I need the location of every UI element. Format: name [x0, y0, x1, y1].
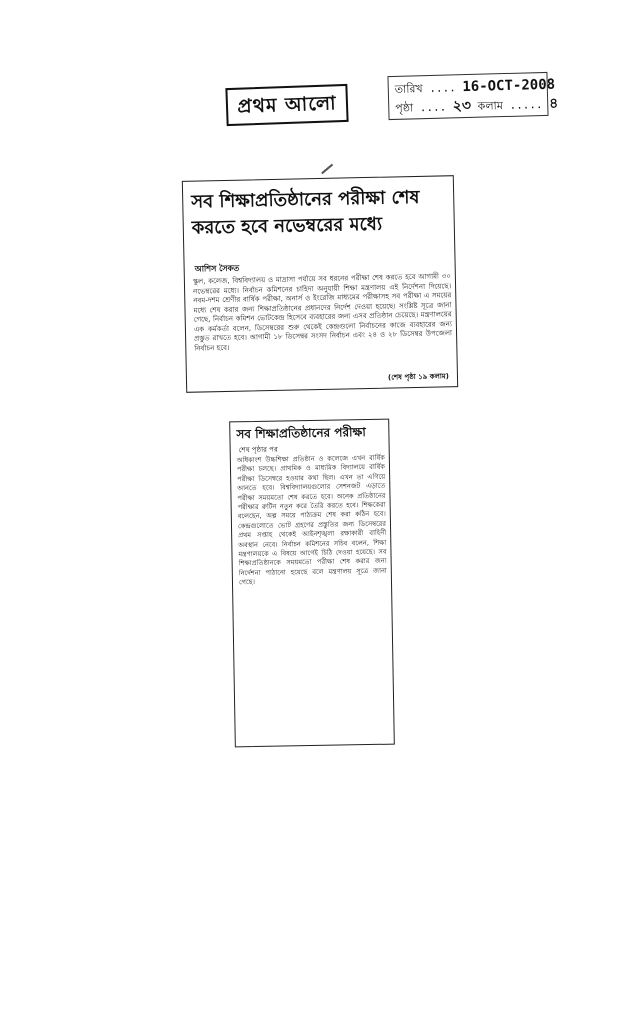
- date-stamp: [387, 72, 559, 120]
- column-value: ৪: [548, 95, 559, 112]
- date-label: তারিখ ....: [394, 81, 456, 96]
- continued-headline: সব শিক্ষাপ্রতিষ্ঠানের পরীক্ষা: [236, 425, 366, 442]
- article-byline: আশিস সৈকত: [194, 263, 240, 274]
- article-body: স্কুল, কলেজ, বিশ্ববিদ্যালয় ও মাদ্রাসা পর্যায়ে সব ধরনের পরীক্ষা শেষ করতে হবে আগামী ৩০ নভেম্বরের মধ্যে। নির্বাচন কমিশনের চাহিদা অনুযায়ী শিক্ষা মন্ত্রণালয় এই নির্দেশনা দিয়েছে। নবম-দশম শ্রেণীর বার্ষিক পরীক্ষা, অনার্স ও ইংরেজি মাধ্যমের পরীক্ষাসহ সব পরীক্ষা এ সময়ের মধ্যে শেষ করার জন্য শিক্ষাপ্রতিষ্ঠানের প্রধানদের নির্দেশ দেওয়া হয়েছে। সংশ্লিষ্ট সূত্রে জানা গেছে, নির্বাচন কমিশন ভোটকেন্দ্র হিসেবে ব্যবহারের জন্য এসব প্রতিষ্ঠান চেয়েছে। মন্ত্রণালয়ের এক কর্মকর্তা বলেন, ডিসেম্বরের শুরু থেকেই কেন্দ্রগুলো নির্বাচনের কাজে ব্যবহারের জন্য প্রস্তুত রাখতে হবে। আগামী ১৮ ডিসেম্বর সংসদ নির্বাচন এবং ২৪ ও ২৮ ডিসেম্বর উপজেলা নির্বাচন হবে।: [192, 272, 453, 353]
- headline-line-1: সব শিক্ষাপ্রতিষ্ঠানের পরীক্ষা শেষ: [191, 186, 420, 213]
- article-headline: [191, 184, 448, 241]
- date-value: 16-OCT-2008: [462, 76, 556, 96]
- page-label: পৃষ্ঠা ....: [395, 100, 447, 115]
- continued-body: অধিকাংশ উচ্চশিক্ষা প্রতিষ্ঠান ও কলেজে এখন বার্ষিক পরীক্ষা চলছে। প্রাথমিক ও মাধ্যমিক বিদ্যালয়ে বার্ষিক পরীক্ষা ডিসেম্বরে হওয়ার কথা ছিল। এখন তা এগিয়ে আনতে হবে। বিশ্ববিদ্যালয়গুলোর সেশনজট এড়াতে পরীক্ষা সময়মতো শেষ করতে হবে। অনেক প্রতিষ্ঠানের পরীক্ষার রুটিন নতুন করে তৈরি করতে হবে। শিক্ষকেরা বলেছেন, অল্প সময়ে পাঠ্যক্রম শেষ করা কঠিন হবে। কেন্দ্রগুলোতে ভোট গ্রহণের প্রস্তুতির জন্য ডিসেম্বরের প্রথম সপ্তাহ থেকেই আইনশৃঙ্খলা রক্ষাকারী বাহিনী অবস্থান নেবে। নির্বাচন কমিশনের সচিব বলেন, শিক্ষা মন্ত্রণালয়কে এ বিষয়ে আগেই চিঠি দেওয়া হয়েছে। সব শিক্ষাপ্রতিষ্ঠানকে সময়মতো পরীক্ষা শেষ করার জন্য নির্দেশনা পাঠানো হয়েছে বলে মন্ত্রণালয় সূত্রে জানা গেছে।: [236, 453, 387, 587]
- article-continued-clipping: [229, 419, 395, 748]
- column-label: কলাম .....: [477, 98, 543, 113]
- continued-subline: শেষ পৃষ্ঠার পর: [238, 445, 278, 455]
- pen-mark: [321, 164, 333, 174]
- continued-note: (শেষ পৃষ্ঠা ১৯ কলাম): [387, 372, 450, 382]
- page-value: ২৩: [452, 97, 472, 115]
- headline-line-2: করতে হবে নভেম্বরের মধ্যে: [191, 213, 383, 239]
- newspaper-masthead: প্রথম আলো: [225, 84, 348, 126]
- article-main-clipping: [182, 175, 458, 393]
